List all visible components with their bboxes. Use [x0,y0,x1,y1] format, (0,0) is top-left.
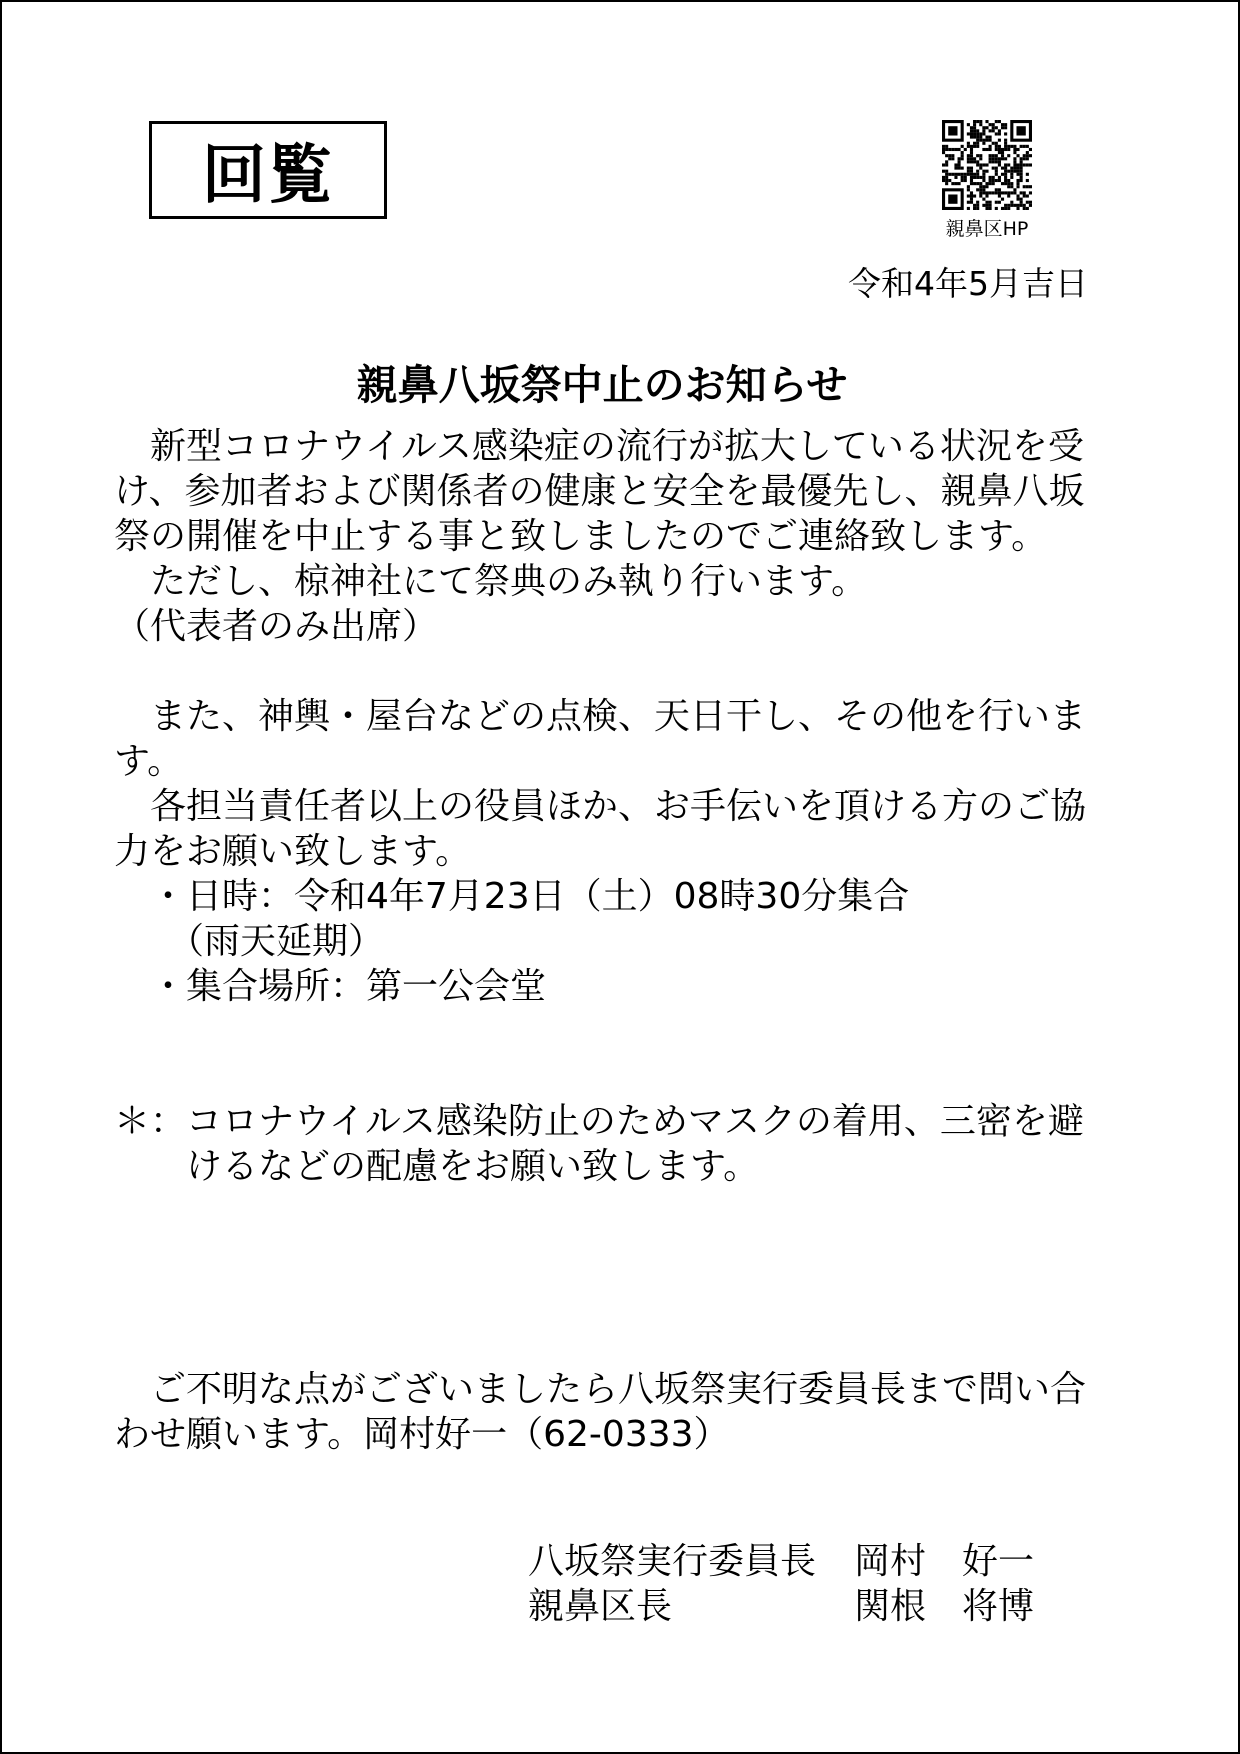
schedule-note: （雨天延期） [114,921,385,962]
intro-paragraph: 新型コロナウイルス感染症の流行が拡大している状況を受け、参加者および関係者の健康と安全を最優先し、親鼻八坂祭の開催を中止する事と致しましたのでご連絡致します。 [114,426,1085,557]
qr-caption: 親鼻区HP [945,218,1029,240]
signature-name: 岡村 好一 [854,1541,1035,1582]
signature-block [528,1539,1034,1629]
note-text: コロナウイルス感染防止のためマスクの着用、三密を避けるなどの配慮をお願い致します。 [186,1101,1084,1187]
signature-row [528,1584,1034,1629]
request-paragraph: 各担当責任者以上の役員ほか、お手伝いを頂ける方のご協力をお願い致します。 [114,786,1087,872]
circular-stamp: 回覧 [149,121,387,219]
signature-title: 八坂祭実行委員長 [528,1541,817,1582]
spacer [114,1009,1094,1099]
ceremony-note: （代表者のみ出席） [114,606,439,647]
qr-code-icon [942,120,1032,210]
infection-prevention-note [114,1099,1094,1189]
spacer [114,1189,1094,1367]
qr-code-block [932,120,1042,241]
notice-body [114,424,1094,1457]
issue-date: 令和4年5月吉日 [848,264,1088,303]
inspection-paragraph: また、神輿・屋台などの点検、天日干し、その他を行います。 [114,696,1087,782]
contact-paragraph: ご不明な点がございましたら八坂祭実行委員長まで問い合わせ願います。岡村好一（62-0333） [114,1369,1087,1455]
signature-title: 親鼻区長 [528,1586,673,1627]
venue-item: ・集合場所：第一公会堂 [114,966,547,1007]
signature-name: 関根 将博 [854,1586,1035,1627]
spacer [114,649,1094,694]
note-mark: ＊： [114,1101,187,1142]
ceremony-paragraph: ただし、椋神社にて祭典のみ執り行います。 [114,561,868,602]
schedule-item: ・日時：令和4年7月23日（土）08時30分集合 [114,876,910,917]
notice-title: 親鼻八坂祭中止のお知らせ [356,361,848,409]
signature-row [528,1539,1034,1584]
